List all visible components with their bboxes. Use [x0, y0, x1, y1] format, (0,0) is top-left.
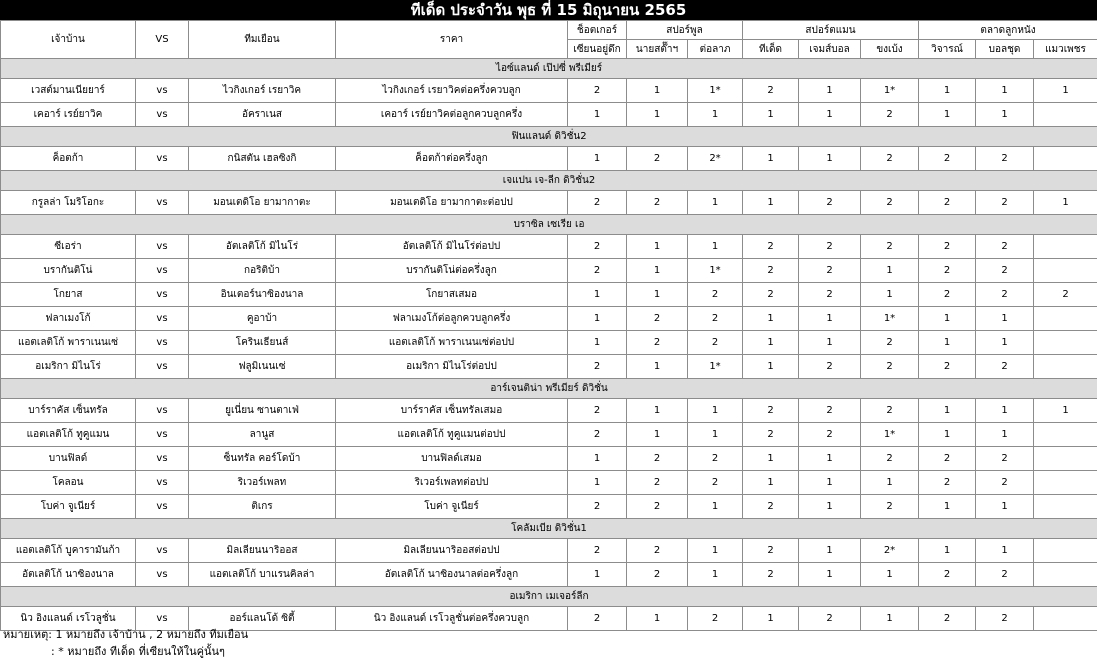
header-sub: ต่อลาภ: [688, 40, 743, 59]
pick-cell: 1: [688, 399, 743, 423]
pick-cell: 2: [976, 147, 1034, 171]
pick-cell: 1: [568, 563, 627, 587]
pick-cell: 1: [688, 235, 743, 259]
pick-cell: 2: [568, 191, 627, 215]
home-team: ซีเอร่า: [1, 235, 136, 259]
league-name: เจแปน เจ-ลีก ดิวิชั่น2: [1, 171, 1097, 191]
away-team: มอนเตดิโอ ยามากาตะ: [189, 191, 336, 215]
header-row-top: [1, 21, 1097, 40]
price-line: บานฟิลด์เสมอ: [336, 447, 568, 471]
note-line-2: : * หมายถึง ทีเด็ด ที่เซียนให้ในคู่นั้นๆ: [3, 643, 248, 660]
league-row: [1, 587, 1097, 607]
header-sub: เจมส์บอล: [799, 40, 861, 59]
pick-cell: 2: [919, 447, 976, 471]
pick-cell: 2: [919, 563, 976, 587]
price-line: อัตเลติโก้ มิไนโร่ต่อปป: [336, 235, 568, 259]
pick-cell: [1034, 307, 1097, 331]
pick-cell: [1034, 103, 1097, 127]
pick-cell: 1: [568, 331, 627, 355]
price-line: ค็อตก้าต่อครึ่งลูก: [336, 147, 568, 171]
pick-cell: 1: [743, 191, 799, 215]
pick-cell: 2: [688, 471, 743, 495]
pick-cell: 2: [568, 259, 627, 283]
pick-cell: 2: [976, 191, 1034, 215]
pick-cell: 2: [627, 331, 688, 355]
pick-cell: 1: [976, 495, 1034, 519]
match-row: [1, 447, 1097, 471]
pick-cell: 1: [861, 471, 919, 495]
match-row: [1, 399, 1097, 423]
pick-cell: 1: [743, 103, 799, 127]
away-team: คูอาบ้า: [189, 307, 336, 331]
notes: [3, 626, 248, 660]
pick-cell: 2: [627, 471, 688, 495]
match-row: [1, 79, 1097, 103]
pick-cell: 2: [799, 191, 861, 215]
away-team: ยูเนี่ยน ซานตาเฟ่: [189, 399, 336, 423]
pick-cell: 1: [627, 235, 688, 259]
pick-cell: [1034, 447, 1097, 471]
pick-cell: 1: [743, 607, 799, 631]
header-group-market: ตลาดลูกหนัง: [919, 21, 1097, 40]
away-team: มิลเลียนนาริออส: [189, 539, 336, 563]
price-line: แอตเลติโก้ ทูคูแมนต่อปป: [336, 423, 568, 447]
league-name: โคลัมเบีย ดิวิชั่น1: [1, 519, 1097, 539]
pick-cell: [1034, 259, 1097, 283]
pick-cell: 2: [976, 471, 1034, 495]
match-row: [1, 283, 1097, 307]
price-line: อเมริกา มิไนโร่ต่อปป: [336, 355, 568, 379]
match-row: [1, 191, 1097, 215]
price-line: บรากันติโน่ต่อครึ่งลูก: [336, 259, 568, 283]
home-team: นิว อิงแลนด์ เรโวลูชั่น: [1, 607, 136, 631]
match-row: [1, 355, 1097, 379]
price-line: ไวกิงเกอร์ เรยาวิคต่อครึ่งควบลูก: [336, 79, 568, 103]
pick-cell: 2: [627, 307, 688, 331]
pick-cell: 2: [861, 235, 919, 259]
pick-cell: 2: [627, 147, 688, 171]
pick-cell: 2*: [688, 147, 743, 171]
pick-cell: 1: [861, 259, 919, 283]
pick-cell: 2: [976, 259, 1034, 283]
pick-cell: 2: [688, 447, 743, 471]
pick-cell: 2: [568, 399, 627, 423]
pick-cell: [1034, 331, 1097, 355]
pick-cell: 1: [627, 399, 688, 423]
price-line: แอตเลติโก้ พาราเนนเซ่ต่อปป: [336, 331, 568, 355]
pick-cell: 1: [976, 423, 1034, 447]
pick-cell: 2: [799, 423, 861, 447]
vs-label: vs: [136, 79, 189, 103]
pick-cell: 1: [861, 283, 919, 307]
pick-cell: 2: [799, 355, 861, 379]
pick-cell: 1: [688, 103, 743, 127]
pick-cell: 2: [743, 259, 799, 283]
pick-cell: 2: [568, 79, 627, 103]
pick-cell: 2: [976, 563, 1034, 587]
away-team: ไวกิงเกอร์ เรยาวิค: [189, 79, 336, 103]
header-sub: นายสต๊๊าฯ: [627, 40, 688, 59]
pick-cell: 2: [688, 331, 743, 355]
match-row: [1, 563, 1097, 587]
pick-cell: 2: [799, 607, 861, 631]
away-team: ติเกร: [189, 495, 336, 519]
league-row: [1, 215, 1097, 235]
pick-cell: 1: [919, 307, 976, 331]
pick-cell: 1: [919, 79, 976, 103]
price-line: ริเวอร์เพลทต่อปป: [336, 471, 568, 495]
home-team: อัตเลติโก้ นาซิองนาล: [1, 563, 136, 587]
pick-cell: 2: [976, 235, 1034, 259]
league-row: [1, 171, 1097, 191]
price-line: โบค่า จูเนียร์: [336, 495, 568, 519]
home-team: บรากันติโน่: [1, 259, 136, 283]
vs-label: vs: [136, 355, 189, 379]
header-group-sportman: สปอร์ตแมน: [743, 21, 919, 40]
home-team: ฟลาเมงโก้: [1, 307, 136, 331]
pick-cell: 1: [568, 471, 627, 495]
league-name: บราซิล เซเรีย เอ: [1, 215, 1097, 235]
pick-cell: 1: [568, 307, 627, 331]
picks-table: [0, 20, 1097, 631]
pick-cell: 1: [861, 607, 919, 631]
pick-cell: 2: [568, 539, 627, 563]
header-vs: VS: [136, 21, 189, 59]
home-team: แอตเลติโก้ พาราเนนเซ่: [1, 331, 136, 355]
pick-cell: 2: [861, 495, 919, 519]
league-name: ฟินแลนด์ ดิวิชั่น2: [1, 127, 1097, 147]
pick-cell: 1: [568, 283, 627, 307]
pick-cell: 1: [799, 331, 861, 355]
pick-cell: 1: [627, 103, 688, 127]
pick-cell: [1034, 563, 1097, 587]
pick-cell: 2: [919, 147, 976, 171]
pick-cell: 1: [799, 307, 861, 331]
pick-cell: 1: [976, 331, 1034, 355]
vs-label: vs: [136, 495, 189, 519]
pick-cell: 1: [743, 447, 799, 471]
pick-cell: 1: [799, 495, 861, 519]
league-row: [1, 59, 1097, 79]
pick-cell: 1: [568, 103, 627, 127]
price-line: โกยาสเสมอ: [336, 283, 568, 307]
header-sub: เซียนอยู่ดึก: [568, 40, 627, 59]
pick-cell: 1: [743, 147, 799, 171]
pick-cell: 2: [861, 147, 919, 171]
pick-cell: [1034, 607, 1097, 631]
pick-cell: 2: [627, 495, 688, 519]
header-sub: แมวเพชร: [1034, 40, 1097, 59]
away-team: อัคราเนส: [189, 103, 336, 127]
away-team: ออร์แลนโด้ ซิตี้: [189, 607, 336, 631]
price-line: ฟลาเมงโก้ต่อลูกควบลูกครึ่ง: [336, 307, 568, 331]
pick-cell: 1: [627, 79, 688, 103]
pick-cell: 2: [568, 423, 627, 447]
league-row: [1, 379, 1097, 399]
pick-cell: 1: [976, 399, 1034, 423]
pick-cell: 2: [743, 283, 799, 307]
pick-cell: 1: [799, 471, 861, 495]
vs-label: vs: [136, 423, 189, 447]
pick-cell: 2: [919, 259, 976, 283]
pick-cell: 1: [919, 495, 976, 519]
pick-cell: 2: [568, 495, 627, 519]
pick-cell: 1: [743, 307, 799, 331]
pick-cell: 2: [688, 307, 743, 331]
pick-cell: 2: [861, 399, 919, 423]
pick-cell: 2: [861, 191, 919, 215]
pick-cell: 1: [976, 79, 1034, 103]
match-row: [1, 103, 1097, 127]
home-team: ค็อตก้า: [1, 147, 136, 171]
pick-cell: [1034, 495, 1097, 519]
league-row: [1, 127, 1097, 147]
away-team: ฟลูมิเนนเซ่: [189, 355, 336, 379]
home-team: เคอาร์ เรย์ยาวิค: [1, 103, 136, 127]
pick-cell: 2: [627, 563, 688, 587]
pick-cell: 2: [627, 191, 688, 215]
away-team: ลานูส: [189, 423, 336, 447]
vs-label: vs: [136, 607, 189, 631]
pick-cell: 2: [861, 331, 919, 355]
home-team: บาร์ราคัส เซ็นทรัล: [1, 399, 136, 423]
pick-cell: 2: [919, 283, 976, 307]
home-team: กรูลล่า โมริโอกะ: [1, 191, 136, 215]
pick-cell: 1: [688, 423, 743, 447]
pick-cell: 1: [627, 259, 688, 283]
vs-label: vs: [136, 331, 189, 355]
match-row: [1, 471, 1097, 495]
pick-cell: 1: [799, 447, 861, 471]
match-row: [1, 423, 1097, 447]
away-team: กอริติบ้า: [189, 259, 336, 283]
pick-cell: 1: [861, 563, 919, 587]
pick-cell: 1: [627, 423, 688, 447]
home-team: โกยาส: [1, 283, 136, 307]
header-group-shotker: ช็อตเกอร์: [568, 21, 627, 40]
pick-cell: 1: [688, 495, 743, 519]
league-name: อเมริกา เมเจอร์ลีก: [1, 587, 1097, 607]
vs-label: vs: [136, 259, 189, 283]
page-title: ทีเด็ด ประจำวัน พุธ ที่ 15 มิถุนายน 2565: [0, 0, 1097, 20]
pick-cell: 2: [976, 355, 1034, 379]
header-sub: บอลชุด: [976, 40, 1034, 59]
away-team: โครินเธียนส์: [189, 331, 336, 355]
pick-cell: 2: [743, 423, 799, 447]
home-team: แอตเลติโก้ ทูคูแมน: [1, 423, 136, 447]
pick-cell: 2: [976, 607, 1034, 631]
pick-cell: 1: [1034, 191, 1097, 215]
pick-cell: 1: [919, 423, 976, 447]
pick-cell: 2: [743, 235, 799, 259]
vs-label: vs: [136, 103, 189, 127]
pick-cell: 2: [743, 563, 799, 587]
match-row: [1, 259, 1097, 283]
pick-cell: 2: [861, 103, 919, 127]
pick-cell: 2: [919, 607, 976, 631]
pick-cell: 1: [976, 539, 1034, 563]
pick-cell: 2: [799, 259, 861, 283]
pick-cell: 2: [568, 607, 627, 631]
pick-cell: 1: [688, 539, 743, 563]
pick-cell: 1: [1034, 79, 1097, 103]
pick-cell: 2*: [861, 539, 919, 563]
vs-label: vs: [136, 563, 189, 587]
pick-cell: 2: [861, 447, 919, 471]
pick-cell: 2: [799, 235, 861, 259]
pick-cell: 2: [919, 235, 976, 259]
pick-cell: 1: [799, 79, 861, 103]
pick-cell: [1034, 355, 1097, 379]
price-line: บาร์ราคัส เซ็นทรัลเสมอ: [336, 399, 568, 423]
match-row: [1, 539, 1097, 563]
pick-cell: 1: [919, 539, 976, 563]
pick-cell: 2: [919, 471, 976, 495]
header-group-sportpool: สปอร์พูล: [627, 21, 743, 40]
pick-cell: 2: [743, 79, 799, 103]
header-home: เจ้าบ้าน: [1, 21, 136, 59]
vs-label: vs: [136, 399, 189, 423]
pick-cell: 2: [627, 447, 688, 471]
vs-label: vs: [136, 235, 189, 259]
header-price: ราคา: [336, 21, 568, 59]
pick-cell: 2: [919, 355, 976, 379]
pick-cell: 1: [627, 607, 688, 631]
match-row: [1, 235, 1097, 259]
vs-label: vs: [136, 447, 189, 471]
pick-cell: 1: [627, 355, 688, 379]
vs-label: vs: [136, 147, 189, 171]
pick-cell: 1: [743, 471, 799, 495]
pick-cell: [1034, 235, 1097, 259]
pick-cell: 2: [1034, 283, 1097, 307]
pick-cell: 1: [919, 331, 976, 355]
pick-cell: 1: [976, 307, 1034, 331]
price-line: มอนเตดิโอ ยามากาตะต่อปป: [336, 191, 568, 215]
pick-cell: 1: [919, 399, 976, 423]
pick-cell: [1034, 147, 1097, 171]
home-team: เวสต์มานเนียยาร์: [1, 79, 136, 103]
header-sub: วิจารณ์: [919, 40, 976, 59]
price-line: เคอาร์ เรย์ยาวิคต่อลูกควบลูกครึ่ง: [336, 103, 568, 127]
pick-cell: 1: [627, 283, 688, 307]
pick-cell: 1: [799, 539, 861, 563]
pick-cell: 1: [799, 563, 861, 587]
home-team: อเมริกา มิไนโร่: [1, 355, 136, 379]
price-line: มิลเลียนนาริออสต่อปป: [336, 539, 568, 563]
pick-cell: 1: [568, 147, 627, 171]
vs-label: vs: [136, 471, 189, 495]
pick-cell: 2: [627, 539, 688, 563]
pick-cell: 2: [688, 283, 743, 307]
pick-cell: 2: [688, 607, 743, 631]
pick-cell: [1034, 471, 1097, 495]
pick-cell: [1034, 539, 1097, 563]
pick-cell: 1: [919, 103, 976, 127]
pick-cell: 1: [799, 103, 861, 127]
pick-cell: 1: [688, 191, 743, 215]
pick-cell: 2: [919, 191, 976, 215]
pick-cell: 1: [976, 103, 1034, 127]
pick-cell: 1: [743, 331, 799, 355]
price-line: อัตเลติโก้ นาซิองนาลต่อครึ่งลูก: [336, 563, 568, 587]
pick-cell: 1*: [861, 79, 919, 103]
pick-cell: 2: [799, 283, 861, 307]
vs-label: vs: [136, 539, 189, 563]
home-team: โคลอน: [1, 471, 136, 495]
pick-cell: 2: [861, 355, 919, 379]
pick-cell: 2: [743, 539, 799, 563]
pick-cell: 2: [568, 235, 627, 259]
away-team: แอตเลติโก้ บาแรนคิลล่า: [189, 563, 336, 587]
pick-cell: 1*: [688, 259, 743, 283]
pick-cell: 2: [743, 495, 799, 519]
pick-cell: 2: [799, 399, 861, 423]
home-team: แอตเลติโก้ บูคารามันก้า: [1, 539, 136, 563]
match-row: [1, 495, 1097, 519]
pick-cell: 1*: [688, 79, 743, 103]
away-team: กนิสตัน เฮลซิงกิ: [189, 147, 336, 171]
header-sub: ขงเบ้ง: [861, 40, 919, 59]
pick-cell: [1034, 423, 1097, 447]
league-name: ไอซ์แลนด์ เป๊ปซี่ พรีเมียร์: [1, 59, 1097, 79]
pick-cell: 2: [743, 399, 799, 423]
league-name: อาร์เจนติน่า พรีเมียร์ ดิวิชั่น: [1, 379, 1097, 399]
league-row: [1, 519, 1097, 539]
home-team: โบค่า จูเนียร์: [1, 495, 136, 519]
vs-label: vs: [136, 191, 189, 215]
vs-label: vs: [136, 307, 189, 331]
pick-cell: 1: [743, 355, 799, 379]
pick-cell: 2: [568, 355, 627, 379]
note-line-1: หมายเหตุ: 1 หมายถึง เจ้าบ้าน , 2 หมายถึง ทีมเยือน: [3, 626, 248, 643]
pick-cell: 2: [976, 447, 1034, 471]
pick-cell: 1*: [861, 423, 919, 447]
pick-cell: 1: [1034, 399, 1097, 423]
header-sub: ทีเด็ด: [743, 40, 799, 59]
away-team: ซ็นทรัล คอร์โดบ้า: [189, 447, 336, 471]
pick-cell: 1*: [861, 307, 919, 331]
vs-label: vs: [136, 283, 189, 307]
away-team: อินเตอร์นาซิองนาล: [189, 283, 336, 307]
pick-cell: 1: [799, 147, 861, 171]
away-team: ริเวอร์เพลท: [189, 471, 336, 495]
price-line: นิว อิงแลนด์ เรโวลูชั่นต่อครึ่งควบลูก: [336, 607, 568, 631]
match-row: [1, 147, 1097, 171]
match-row: [1, 331, 1097, 355]
pick-cell: 2: [976, 283, 1034, 307]
match-row: [1, 307, 1097, 331]
home-team: บานฟิลด์: [1, 447, 136, 471]
header-away: ทีมเยือน: [189, 21, 336, 59]
pick-cell: 1*: [688, 355, 743, 379]
pick-cell: 1: [688, 563, 743, 587]
pick-cell: 1: [568, 447, 627, 471]
away-team: อัตเลติโก้ มิไนโร่: [189, 235, 336, 259]
